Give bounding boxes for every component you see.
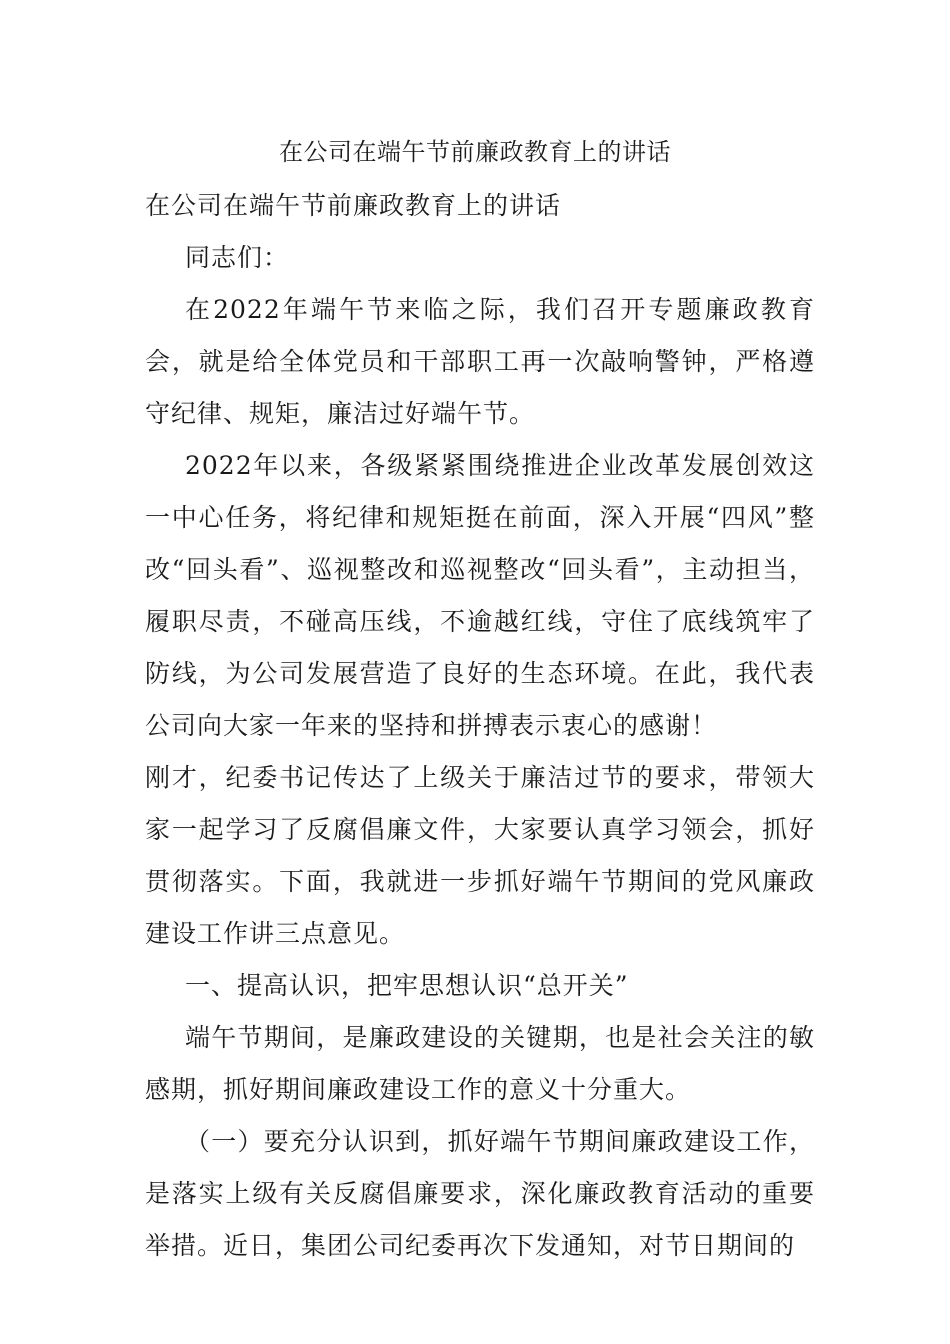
body-paragraph: 端午节期间，是廉政建设的关键期，也是社会关注的敏感期，抓好期间廉政建设工作的意义十分重大。 xyxy=(145,1023,815,1104)
salutation-paragraph: 同志们： xyxy=(185,243,290,272)
document-body xyxy=(145,180,815,1272)
document-title: 在公司在端午节前廉政教育上的讲话 xyxy=(279,138,671,166)
body-paragraph: （一）要充分认识到，抓好端午节期间廉政建设工作，是落实上级有关反腐倡廉要求，深化廉政教育活动的重要举措。近日，集团公司纪委再次下发通知，对节日期间的 xyxy=(145,1127,815,1260)
body-paragraph: 在2022年端午节来临之际，我们召开专题廉政教育会，就是给全体党员和干部职工再一次敲响警钟，严格遵守纪律、规矩，廉洁过好端午节。 xyxy=(145,295,815,428)
body-paragraph: 刚才，纪委书记传达了上级关于廉洁过节的要求，带领大家一起学习了反腐倡廉文件，大家要认真学习领会，抓好贯彻落实。下面，我就进一步抓好端午节期间的党风廉政建设工作讲三点意见。 xyxy=(145,763,815,948)
section-heading: 一、提高认识，把牢思想认识“总开关” xyxy=(185,971,629,1000)
body-paragraph: 2022年以来，各级紧紧围绕推进企业改革发展创效这一中心任务，将纪律和规矩挺在前面，深入开展“四风”整改“回头看”、巡视整改和巡视整改“回头看”，主动担当，履职尽责，不碰高压线，不逾越红线，守住了底线筑牢了防线，为公司发展营造了良好的生态环境。在此，我代表公司向大家一年来的坚持和拼搏表示衷心的感谢！ xyxy=(145,451,815,740)
document-subtitle: 在公司在端午节前廉政教育上的讲话 xyxy=(145,191,562,220)
